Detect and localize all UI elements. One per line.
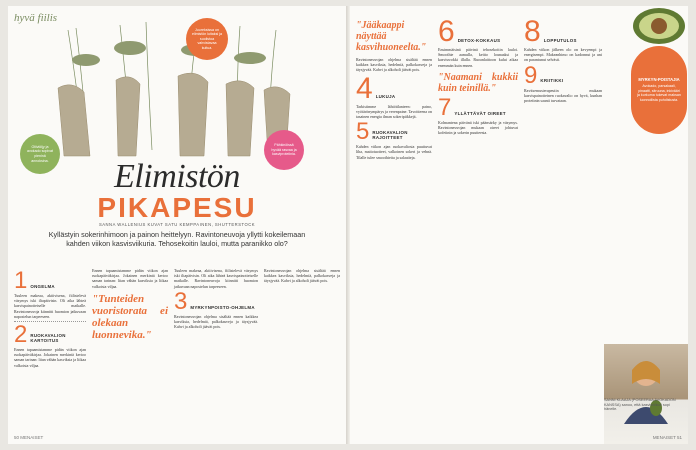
right-column-3	[524, 16, 602, 105]
item-number: 1	[14, 267, 28, 294]
item-9-text: Ravitsemusterapeutin mukaan kasvispainotteinen ruokavalio on hyvä, kunhan proteiinin saanti turvataan.	[524, 87, 602, 104]
item-9-heading	[524, 61, 602, 89]
left-column-3	[174, 268, 258, 331]
left-column-4	[264, 268, 340, 286]
green-info-bubble: Oliiviöljy ja avokado sopivat pieninä annoksina.	[20, 134, 60, 174]
folio-right: MENAISET 51	[652, 435, 682, 440]
item-4-text: Tarkistimme lähtötilanteen: paino, vyötärönympärys ja verenpaine. Tavoitteena on tasainen energia ilman sokeripiikkejä.	[356, 103, 432, 120]
sidebar-text: Avokado, parsakaali, pinaatti, sitruuna, inkivääri ja kurkuma tukevat maksan luonnollista puhdistusta.	[637, 84, 681, 102]
item-1-text: Tuuleen makeaa, aktiivisena, fiilistelevä väsymys iski iltapäivisin. Oli aika lähteä kasvispainotteiselle matkalle. Ravintoneuvoja kiinnitti huomion jatkuvaan napostelun tarpeeseen.	[14, 293, 86, 319]
item-number: 2	[14, 321, 28, 349]
item-number: 5	[356, 118, 370, 146]
item-label: KRIITIKKI	[540, 78, 564, 84]
item-number: 6	[438, 15, 455, 48]
item-2-text: Ennen tapaamistamme pidän viikon ajan ruokapäiväkirjaa. Jokainen merkintä kertoo saman tarinan: liian vähän kasviksia ja liikaa valkoista viljaa.	[14, 347, 86, 368]
avocado-icon	[627, 6, 688, 46]
item-label: MYRKYNPOISTO-OHJELMA	[190, 304, 255, 310]
right-column-2	[438, 16, 518, 137]
right-column-1	[356, 16, 432, 162]
item-6-heading	[438, 15, 518, 48]
article-title-line1: Elimistön	[114, 158, 240, 195]
right-column-1-text: Ravintoneuvojan ohjelma sisältää ennen kaikkea kasviksia, hedelmiä, palkokasveja ja täysjyvää. Kahvi ja alkoholi jäävät pois.	[356, 57, 432, 73]
item-label: RUOKAVALION RAJOITTEET	[372, 129, 408, 141]
byline: SANNA WALLENIUS KUVAT SATU KEMPPAINEN, SHUTTERSTOCK	[98, 222, 256, 227]
item-8-heading	[524, 15, 602, 48]
orange-info-bubble: Juureksissa on elimistön luitaksi ja suolistoa vahvistavaa kuitua.	[186, 18, 228, 60]
item-7-heading	[438, 93, 518, 121]
section-tag: hyvä fiilis	[14, 12, 58, 24]
pink-info-bubble: Pähkinöissä hyvää rasvaa ja kasviproteiinia.	[264, 130, 304, 170]
left-page	[8, 6, 346, 444]
left-column-3-text: Tuuleen makeaa, aktiivisena, fiilistelevä väsymys iski iltapäivisin. Oli aika lähteä kasvispainotteiselle matkalle. Ravintoneuvoja kiinnitti huomion jatkuvaan napostelun tarpeeseen.	[174, 268, 258, 289]
left-column-1	[14, 268, 86, 370]
intro-text: Kyllästyin sokerinhimoon ja painon heittelyyn. Ravintoneuvoja yllytti kokeilemaan kahden viikon kasvisviikuria. Tehosekoitin lauloi, mutta paranikko olo?	[48, 230, 306, 248]
article-title-line2: PIKAPESU	[97, 192, 257, 223]
sidebar-bubble	[631, 46, 687, 134]
left-column-2	[92, 268, 168, 345]
item-label: YLLÄTTÄVÄT OIREET	[454, 110, 506, 116]
item-2-heading	[14, 321, 86, 349]
item-label: ONGELMA	[30, 283, 55, 289]
item-number: 9	[524, 61, 538, 89]
left-column-2-text: Ennen tapaamistamme pidän viikon ajan ruokapäiväkirjaa. Jokainen merkintä kertoo saman tarinan: liian vähän kasviksia ja liikaa valkoista viljaa.	[92, 268, 168, 289]
portrait-illustration	[604, 344, 688, 444]
item-3-text: Ravintoneuvojan ohjelma sisältää ennen kaikkea kasviksia, hedelmiä, palkokasveja ja täysjyvää. Kahvi ja alkoholi jäävät pois.	[174, 313, 258, 330]
item-label: LUKUJA	[375, 94, 396, 100]
sidebar-title: MYRKYN-POISTAJIA	[638, 76, 680, 82]
item-8-text: Kahden viikon jälkeen olo on kevyempi ja energisempi. Makeanhimo on kadonnut ja uni on parantunut selvästi.	[524, 47, 602, 63]
item-label: RUOKAVALION KARTOITUS	[30, 332, 66, 343]
left-column-4-text: Ravintoneuvojan ohjelma sisältää ennen kaikkea kasviksia, hedelmiä, palkokasveja ja täysjyvää. Kahvi ja alkoholi jäävät pois.	[264, 268, 340, 284]
item-number: 3	[174, 287, 188, 315]
item-6-text: Ensimmäisinä päivinä tehosekoitin lauloi. Smoothie aamulla, keitto lounaaksi ja kasviswokki illalla. Ruoanlaittoon kului aikaa enemmän kuin ennen.	[438, 47, 518, 68]
item-number: 4	[356, 71, 373, 105]
folio-left: 50 MENAISET	[14, 435, 44, 440]
avocado-sidebar	[627, 6, 688, 134]
item-5-text: Kahden viikon ajan ruokavaliosta puuttuvat liha, maitotuotteet, valkoinen sokeri ja vehnä. Tilalle tulee smoothieita ja salaatteja.	[356, 144, 432, 160]
item-3-heading	[174, 287, 258, 315]
item-7-text: Kolmantena päivänä iski päänsärky ja väsymys. Ravintoneuvojan mukaan oireet johtuvat kofeiinin ja sokerin puutteesta.	[438, 119, 518, 136]
right-page	[350, 6, 688, 444]
portrait-caption: SANNI KLAAJA (POSEERAA AVOKADON KANSSA) sanoo, että kasvisviikuri sopi hänelle.	[604, 398, 676, 412]
pull-quote-1: "Tunteiden vuoristorata ei olekaan luonnevika."	[92, 292, 168, 341]
item-label: DETOX-KOKKAUS	[457, 37, 501, 43]
item-5-heading	[356, 118, 432, 146]
pull-quote-3: "Naamani kukkii kuin teinillä."	[438, 71, 518, 94]
pull-quote-2: "Jääkaappi näyttää kasvihuoneelta."	[356, 20, 427, 53]
author-portrait	[604, 344, 688, 444]
item-4-heading	[356, 71, 432, 105]
item-label: LOPPUTULOS	[543, 37, 577, 43]
item-number: 7	[438, 93, 452, 121]
item-number: 8	[524, 15, 541, 48]
item-1-heading	[14, 267, 86, 294]
